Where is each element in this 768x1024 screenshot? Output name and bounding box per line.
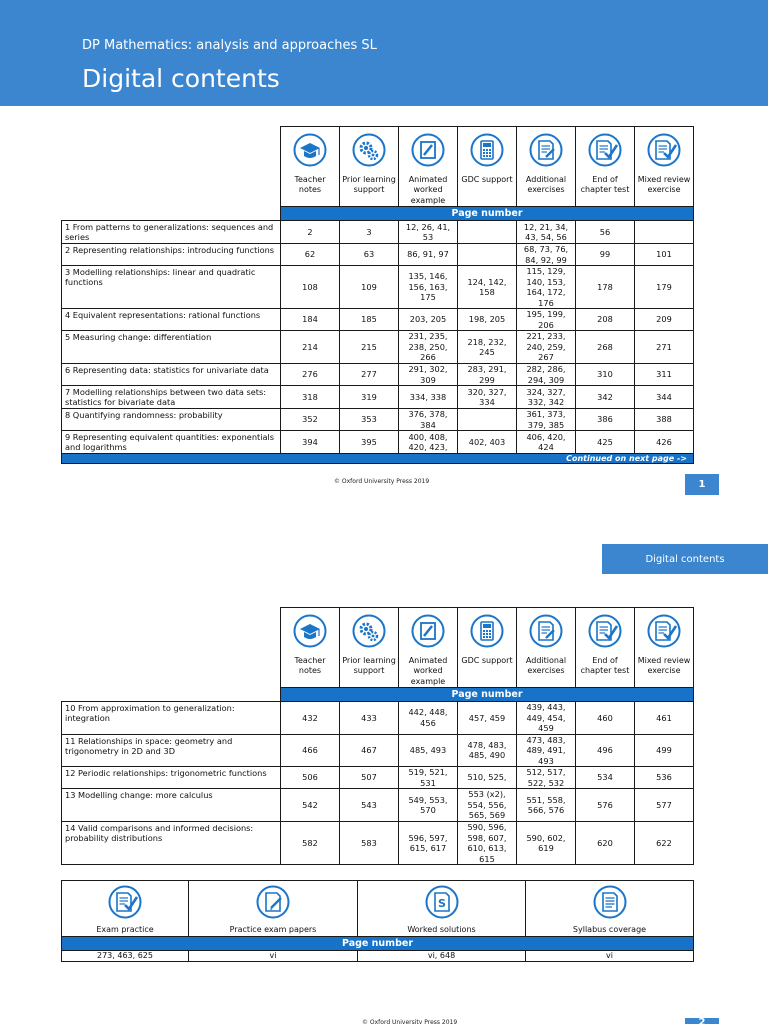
page-reference: 86, 91, 97 bbox=[399, 244, 458, 266]
page-reference: 214 bbox=[281, 331, 340, 364]
page-reference: 99 bbox=[576, 244, 635, 266]
page-reference: 622 bbox=[635, 822, 694, 865]
column-header bbox=[635, 608, 694, 688]
band-blank-cell bbox=[62, 688, 281, 702]
resource-header bbox=[62, 881, 189, 937]
chapter-title: 1 From patterns to generalizations: sequences and series bbox=[62, 221, 281, 244]
page-reference: 590, 596, 598, 607, 610, 613, 615 bbox=[458, 822, 517, 865]
continued-row bbox=[62, 454, 694, 464]
column-header-label: Animated worked example bbox=[408, 655, 448, 686]
column-header-label: GDC support bbox=[461, 174, 513, 184]
page-reference: 620 bbox=[576, 822, 635, 865]
column-header-label: Teacher notes bbox=[294, 655, 326, 675]
page-reference: 485, 493 bbox=[399, 734, 458, 767]
page-reference: 324, 327, 332, 342 bbox=[517, 386, 576, 409]
page-reference bbox=[458, 244, 517, 266]
mixed-review-exercise-icon bbox=[647, 133, 681, 167]
end-of-chapter-test-icon bbox=[588, 133, 622, 167]
page-reference bbox=[635, 221, 694, 244]
table-row bbox=[62, 409, 694, 431]
page-reference: 478, 483, 485, 490 bbox=[458, 734, 517, 767]
page-reference: 56 bbox=[576, 221, 635, 244]
page-reference: 271 bbox=[635, 331, 694, 364]
column-header-label: Additional exercises bbox=[525, 655, 567, 675]
continued-note: Continued on next page -> bbox=[62, 454, 694, 464]
page-reference: 394 bbox=[281, 431, 340, 454]
page-number-heading: Page number bbox=[281, 207, 694, 221]
chapter-title: 3 Modelling relationships: linear and quadratic functions bbox=[62, 266, 281, 309]
column-header-label: Mixed review exercise bbox=[637, 174, 691, 194]
page-reference: 596, 597, 615, 617 bbox=[399, 822, 458, 865]
page-reference: 376, 378, 384 bbox=[399, 409, 458, 431]
chapter-title: 8 Quantifying randomness: probability bbox=[62, 409, 281, 431]
resource-header bbox=[189, 881, 358, 937]
page-reference: 506 bbox=[281, 767, 340, 789]
copyright-notice: © Oxford University Press 2019 bbox=[334, 478, 430, 485]
teacher-notes-icon bbox=[293, 133, 327, 167]
page-reference: 439, 443, 449, 454, 459 bbox=[517, 702, 576, 735]
column-header bbox=[517, 127, 576, 207]
page-reference: 208 bbox=[576, 309, 635, 331]
book-subtitle: DP Mathematics: analysis and approaches SL bbox=[82, 38, 377, 53]
page-reference: 291, 302, 309 bbox=[399, 364, 458, 386]
page-reference: 178 bbox=[576, 266, 635, 309]
page-reference: 231, 235, 238, 250, 266 bbox=[399, 331, 458, 364]
page-reference: 361, 373, 379, 385 bbox=[517, 409, 576, 431]
header-blank-cell bbox=[62, 127, 281, 207]
animated-worked-example-icon bbox=[411, 133, 445, 167]
page-reference: 460 bbox=[576, 702, 635, 735]
page-reference: 185 bbox=[340, 309, 399, 331]
page-reference: 334, 338 bbox=[399, 386, 458, 409]
resource-values-row bbox=[62, 951, 694, 962]
page-reference: 2 bbox=[281, 221, 340, 244]
column-header bbox=[281, 608, 340, 688]
column-header bbox=[399, 127, 458, 207]
page-reference: 426 bbox=[635, 431, 694, 454]
page-reference: 512, 517, 522, 532 bbox=[517, 767, 576, 789]
header-banner bbox=[0, 0, 768, 106]
page-reference: 457, 459 bbox=[458, 702, 517, 735]
page-reference: 276 bbox=[281, 364, 340, 386]
page-number-band bbox=[62, 937, 694, 951]
column-header bbox=[340, 127, 399, 207]
resource-header bbox=[358, 881, 526, 937]
page-reference: 583 bbox=[340, 822, 399, 865]
chapter-title: 6 Representing data: statistics for univariate data bbox=[62, 364, 281, 386]
page-reference: 496 bbox=[576, 734, 635, 767]
page-number-heading: Page number bbox=[281, 688, 694, 702]
resource-label: Exam practice bbox=[96, 925, 154, 934]
page-number-heading: Page number bbox=[62, 937, 694, 951]
page-reference: 395 bbox=[340, 431, 399, 454]
page-reference: 12, 26, 41, 53 bbox=[399, 221, 458, 244]
page-reference: 576 bbox=[576, 789, 635, 822]
chapter-title: 14 Valid comparisons and informed decisions: probability distributions bbox=[62, 822, 281, 865]
end-of-chapter-test-icon bbox=[588, 614, 622, 648]
page-reference: 198, 205 bbox=[458, 309, 517, 331]
column-header-label: End of chapter test bbox=[580, 174, 630, 194]
resource-page-reference: vi, 648 bbox=[358, 951, 526, 962]
page-reference: 310 bbox=[576, 364, 635, 386]
table-row bbox=[62, 431, 694, 454]
table-row bbox=[62, 789, 694, 822]
table-row bbox=[62, 767, 694, 789]
page-reference: 473, 483, 489, 491, 493 bbox=[517, 734, 576, 767]
chapter-title: 13 Modelling change: more calculus bbox=[62, 789, 281, 822]
page-reference: 319 bbox=[340, 386, 399, 409]
column-header bbox=[458, 608, 517, 688]
column-header-label: Mixed review exercise bbox=[637, 655, 691, 675]
table-row bbox=[62, 244, 694, 266]
page-reference: 62 bbox=[281, 244, 340, 266]
table-row bbox=[62, 309, 694, 331]
column-header-label: Prior learning support bbox=[342, 655, 396, 675]
gdc-support-icon bbox=[470, 133, 504, 167]
band-blank-cell bbox=[62, 207, 281, 221]
svg-text:S: S bbox=[437, 897, 446, 910]
syllabus-coverage-icon bbox=[593, 885, 627, 919]
page-reference bbox=[458, 409, 517, 431]
exam-practice-icon bbox=[108, 885, 142, 919]
column-header bbox=[576, 608, 635, 688]
column-header bbox=[635, 127, 694, 207]
table-row bbox=[62, 331, 694, 364]
column-header bbox=[340, 608, 399, 688]
page-number-badge: 1 bbox=[685, 474, 719, 495]
chapter-title: 7 Modelling relationships between two data sets: statistics for bivariate data bbox=[62, 386, 281, 409]
page-reference: 203, 205 bbox=[399, 309, 458, 331]
page-reference: 577 bbox=[635, 789, 694, 822]
table-row bbox=[62, 702, 694, 735]
page-number-band bbox=[62, 688, 694, 702]
column-header bbox=[517, 608, 576, 688]
page-reference: 534 bbox=[576, 767, 635, 789]
table-row bbox=[62, 221, 694, 244]
chapter-title: 4 Equivalent representations: rational functions bbox=[62, 309, 281, 331]
page-reference: 195, 199, 206 bbox=[517, 309, 576, 331]
column-header-label: GDC support bbox=[461, 655, 513, 665]
page-reference bbox=[458, 221, 517, 244]
page-reference: 553 (x2), 554, 556, 565, 569 bbox=[458, 789, 517, 822]
page-reference: 342 bbox=[576, 386, 635, 409]
page-title: Digital contents bbox=[82, 64, 280, 93]
header-blank-cell bbox=[62, 608, 281, 688]
page-reference: 135, 146, 156, 163, 175 bbox=[399, 266, 458, 309]
resource-page-reference: vi bbox=[189, 951, 358, 962]
page-reference: 461 bbox=[635, 702, 694, 735]
page-reference: 432 bbox=[281, 702, 340, 735]
page-reference: 179 bbox=[635, 266, 694, 309]
column-header-label: Teacher notes bbox=[294, 174, 326, 194]
table-row bbox=[62, 386, 694, 409]
column-header-label: Prior learning support bbox=[342, 174, 396, 194]
page-reference: 590, 602, 619 bbox=[517, 822, 576, 865]
chapter-title: 2 Representing relationships: introducing functions bbox=[62, 244, 281, 266]
page-reference: 101 bbox=[635, 244, 694, 266]
column-header bbox=[576, 127, 635, 207]
column-header bbox=[399, 608, 458, 688]
table-row bbox=[62, 734, 694, 767]
page-reference: 353 bbox=[340, 409, 399, 431]
table-row bbox=[62, 822, 694, 865]
column-header-row bbox=[62, 608, 694, 688]
page-reference: 215 bbox=[340, 331, 399, 364]
page-reference: 282, 286, 294, 309 bbox=[517, 364, 576, 386]
page-number-badge-2: 2 bbox=[685, 1018, 719, 1024]
resource-page-reference: 273, 463, 625 bbox=[62, 951, 189, 962]
gdc-support-icon bbox=[470, 614, 504, 648]
resource-header bbox=[526, 881, 694, 937]
table-row bbox=[62, 266, 694, 309]
page-reference: 283, 291, 299 bbox=[458, 364, 517, 386]
page-reference: 388 bbox=[635, 409, 694, 431]
column-header-label: End of chapter test bbox=[580, 655, 630, 675]
chapter-title: 10 From approximation to generalization: integration bbox=[62, 702, 281, 735]
additional-exercises-icon bbox=[529, 614, 563, 648]
page-reference: 63 bbox=[340, 244, 399, 266]
page-reference: 344 bbox=[635, 386, 694, 409]
table-row bbox=[62, 364, 694, 386]
page-reference: 218, 232, 245 bbox=[458, 331, 517, 364]
page-reference: 12, 21, 34, 43, 54, 56 bbox=[517, 221, 576, 244]
page-reference: 536 bbox=[635, 767, 694, 789]
resource-label: Worked solutions bbox=[407, 925, 476, 934]
page-reference: 519, 521, 531 bbox=[399, 767, 458, 789]
resource-header-row bbox=[62, 881, 694, 937]
page-reference: 124, 142, 158 bbox=[458, 266, 517, 309]
digital-contents-table-1 bbox=[61, 126, 694, 464]
page-reference: 311 bbox=[635, 364, 694, 386]
page-reference: 400, 408, 420, 423, bbox=[399, 431, 458, 454]
chapter-title: 9 Representing equivalent quantities: exponentials and logarithms bbox=[62, 431, 281, 454]
page-reference: 507 bbox=[340, 767, 399, 789]
page-reference: 543 bbox=[340, 789, 399, 822]
page-reference: 268 bbox=[576, 331, 635, 364]
page-reference: 68, 73, 76, 84, 92, 99 bbox=[517, 244, 576, 266]
page-reference: 108 bbox=[281, 266, 340, 309]
worked-solutions-icon bbox=[425, 885, 459, 919]
additional-exercises-icon bbox=[529, 133, 563, 167]
practice-exam-papers-icon bbox=[256, 885, 290, 919]
section-tab: Digital contents bbox=[602, 544, 768, 574]
resource-label: Practice exam papers bbox=[229, 925, 317, 934]
page-reference: 109 bbox=[340, 266, 399, 309]
animated-worked-example-icon bbox=[411, 614, 445, 648]
page-reference: 406, 420, 424 bbox=[517, 431, 576, 454]
page-reference: 318 bbox=[281, 386, 340, 409]
exam-resources-table bbox=[61, 880, 694, 962]
page-reference: 542 bbox=[281, 789, 340, 822]
page-reference: 433 bbox=[340, 702, 399, 735]
resource-label: Syllabus coverage bbox=[572, 925, 647, 934]
column-header bbox=[281, 127, 340, 207]
prior-learning-icon bbox=[352, 133, 386, 167]
page-reference: 425 bbox=[576, 431, 635, 454]
page-reference: 221, 233, 240, 259, 267 bbox=[517, 331, 576, 364]
page-reference: 184 bbox=[281, 309, 340, 331]
chapter-title: 5 Measuring change: differentiation bbox=[62, 331, 281, 364]
page-number-band bbox=[62, 207, 694, 221]
page-reference: 582 bbox=[281, 822, 340, 865]
page-reference: 402, 403 bbox=[458, 431, 517, 454]
page-reference: 115, 129, 140, 153, 164, 172, 176 bbox=[517, 266, 576, 309]
chapter-title: 12 Periodic relationships: trigonometric functions bbox=[62, 767, 281, 789]
digital-contents-table-2 bbox=[61, 607, 694, 865]
page-reference: 499 bbox=[635, 734, 694, 767]
prior-learning-icon bbox=[352, 614, 386, 648]
page-reference: 320, 327, 334 bbox=[458, 386, 517, 409]
page-reference: 209 bbox=[635, 309, 694, 331]
page-reference: 466 bbox=[281, 734, 340, 767]
page-reference: 3 bbox=[340, 221, 399, 244]
page-reference: 386 bbox=[576, 409, 635, 431]
resource-page-reference: vi bbox=[526, 951, 694, 962]
page-reference: 352 bbox=[281, 409, 340, 431]
column-header-row bbox=[62, 127, 694, 207]
chapter-title: 11 Relationships in space: geometry and trigonometry in 2D and 3D bbox=[62, 734, 281, 767]
column-header-label: Additional exercises bbox=[525, 174, 567, 194]
page-reference: 510, 525, bbox=[458, 767, 517, 789]
copyright-notice-2: © Oxford University Press 2019 bbox=[362, 1019, 458, 1024]
page-reference: 442, 448, 456 bbox=[399, 702, 458, 735]
page-reference: 551, 558, 566, 576 bbox=[517, 789, 576, 822]
teacher-notes-icon bbox=[293, 614, 327, 648]
page-reference: 549, 553, 570 bbox=[399, 789, 458, 822]
mixed-review-exercise-icon bbox=[647, 614, 681, 648]
page-reference: 467 bbox=[340, 734, 399, 767]
column-header-label: Animated worked example bbox=[408, 174, 448, 205]
page-reference: 277 bbox=[340, 364, 399, 386]
column-header bbox=[458, 127, 517, 207]
